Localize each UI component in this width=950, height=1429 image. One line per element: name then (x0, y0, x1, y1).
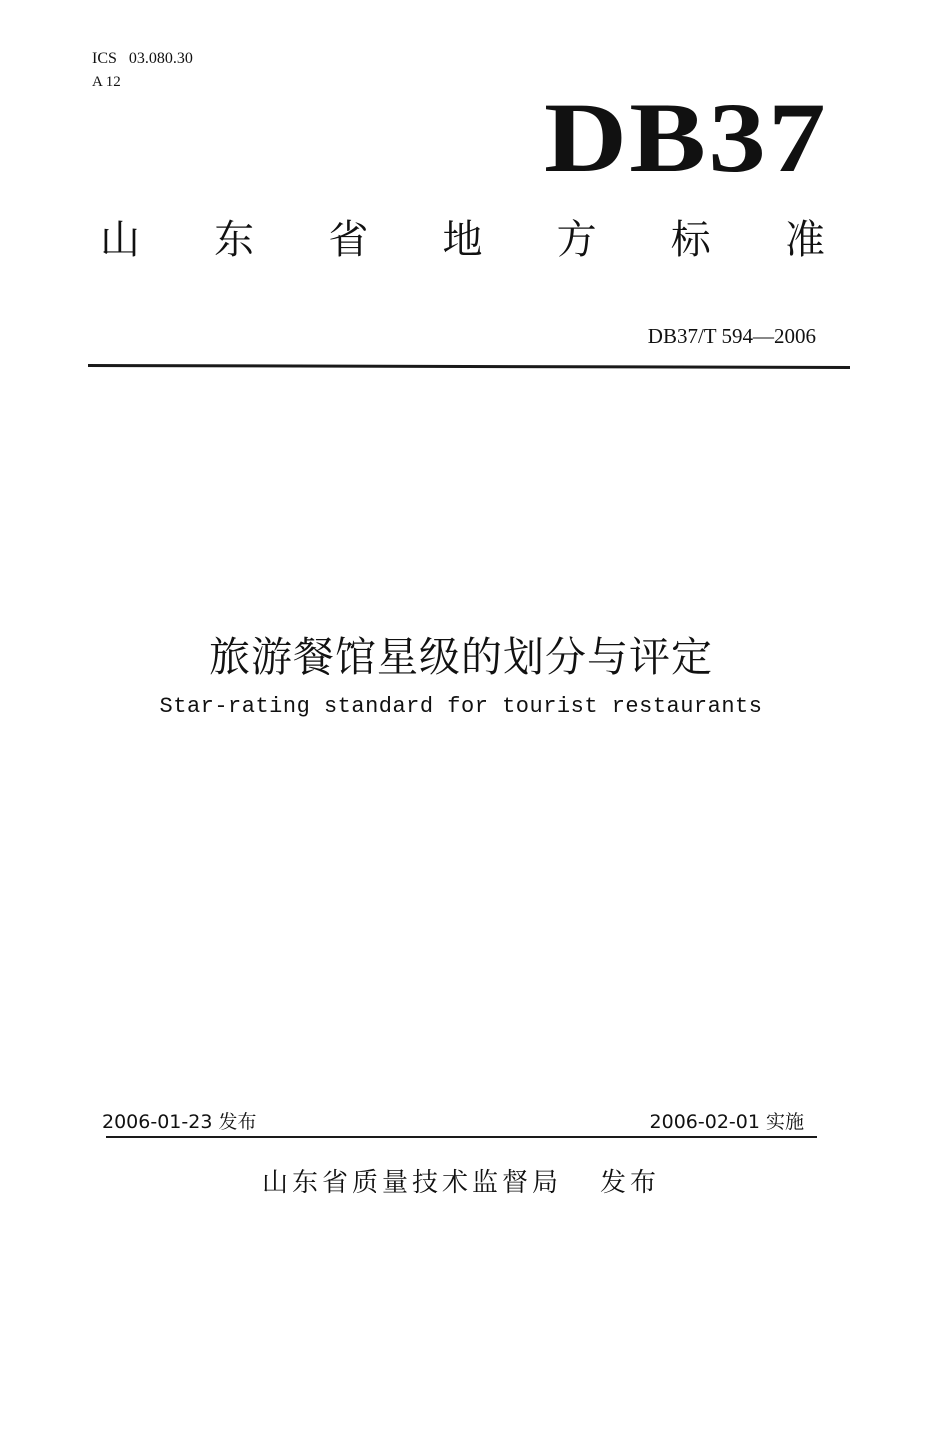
standard-type-char: 准 (784, 217, 825, 263)
standard-type-char: 东 (214, 217, 255, 263)
ccs-code: A 12 (92, 74, 121, 90)
standard-number: DB37/T 594—2006 (647, 324, 816, 348)
standard-type-heading (100, 218, 825, 262)
issue-date: 2006-01-23 发布 (102, 1111, 257, 1133)
bottom-divider (106, 1136, 817, 1138)
top-divider (88, 364, 850, 369)
title-english: Star-rating standard for tourist restaurants (159, 694, 763, 719)
standard-type-char: 方 (556, 217, 597, 263)
issuer-name: 山东省质量技术监督局 (261, 1168, 562, 1198)
ics-code: ICS 03.080.30 (92, 50, 193, 67)
issuer-line (0, 1162, 922, 1199)
standard-type-char: 标 (670, 217, 711, 263)
standard-type-char: 山 (100, 217, 140, 263)
title-chinese: 旅游餐馆星级的划分与评定 (209, 633, 713, 681)
standard-type-char: 地 (442, 217, 483, 263)
implementation-date: 2006-02-01 实施 (649, 1111, 804, 1133)
issuer-action: 发布 (600, 1168, 661, 1198)
db-logo: DB37 (544, 82, 828, 193)
standard-type-char: 省 (328, 217, 369, 263)
